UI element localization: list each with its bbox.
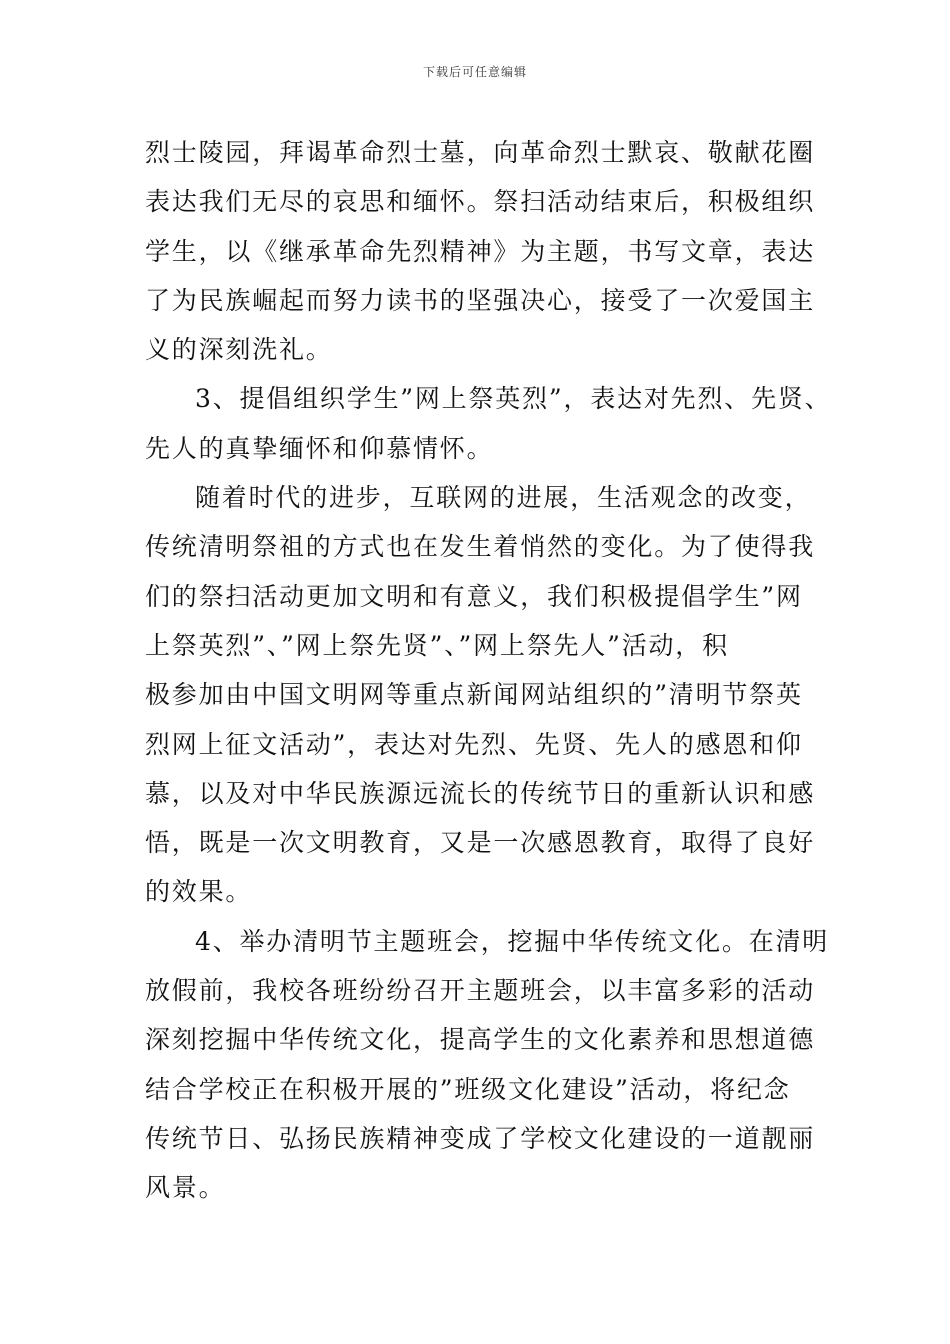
- paragraph-1: [145, 128, 825, 374]
- text-line: 4、举办清明节主题班会，挖掘中华传统文化。在清明: [195, 926, 830, 956]
- text-line: 放假前，我校各班纷纷召开主题班会，以丰富多彩的活动: [145, 976, 816, 1006]
- text-line: 们的祭扫活动更加文明和有意义，我们积极提倡学生”网: [145, 581, 803, 611]
- text-line: 了为民族崛起而努力读书的坚强决心，接受了一次爱国主: [145, 285, 816, 315]
- page-header: 下载后可任意编辑: [422, 65, 527, 79]
- text-line: 传统节日、弘扬民族精神变成了学校文化建设的一道靓丽: [145, 1123, 816, 1153]
- paragraph-4: [145, 917, 830, 1213]
- document-body: [145, 128, 832, 1213]
- paragraph-3: [145, 473, 825, 917]
- text-line: 风景。: [145, 1173, 226, 1203]
- paragraph-2: [145, 374, 832, 473]
- text-line: 传统清明祭祖的方式也在发生着悄然的变化。为了使得我: [145, 532, 816, 562]
- text-line: 表达我们无尽的哀思和缅怀。祭扫活动结束后，积极组织: [145, 187, 816, 217]
- text-line: 学生，以《继承革命先烈精神》为主题，书写文章，表达: [145, 236, 816, 266]
- text-line: 随着时代的进步，互联网的进展，生活观念的改变，: [195, 483, 812, 513]
- text-line: 义的深刻洗礼。: [145, 335, 333, 365]
- text-line: 烈网上征文活动”，表达对先烈、先贤、先人的感恩和仰: [145, 729, 803, 759]
- text-line: 慕，以及对中华民族源远流长的传统节日的重新认识和感: [145, 778, 816, 808]
- text-line: 结合学校正在积极开展的”班级文化建设”活动，将纪念: [145, 1074, 791, 1104]
- text-line: 上祭英烈”、”网上祭先贤”、”网上祭先人”活动，积: [145, 630, 729, 660]
- text-line: 深刻挖掘中华传统文化，提高学生的文化素养和思想道德: [145, 1025, 816, 1055]
- text-line: 先人的真挚缅怀和仰慕情怀。: [145, 433, 494, 463]
- text-line: 烈士陵园，拜谒革命烈士墓，向革命烈士默哀、敬献花圈: [145, 138, 816, 167]
- text-line: 极参加由中国文明网等重点新闻网站组织的”清明节祭英: [145, 680, 803, 710]
- text-line: 3、提倡组织学生”网上祭英烈”，表达对先烈、先贤、: [195, 384, 832, 414]
- text-line: 悟，既是一次文明教育，又是一次感恩教育，取得了良好: [145, 828, 816, 858]
- text-line: 的效果。: [145, 877, 253, 907]
